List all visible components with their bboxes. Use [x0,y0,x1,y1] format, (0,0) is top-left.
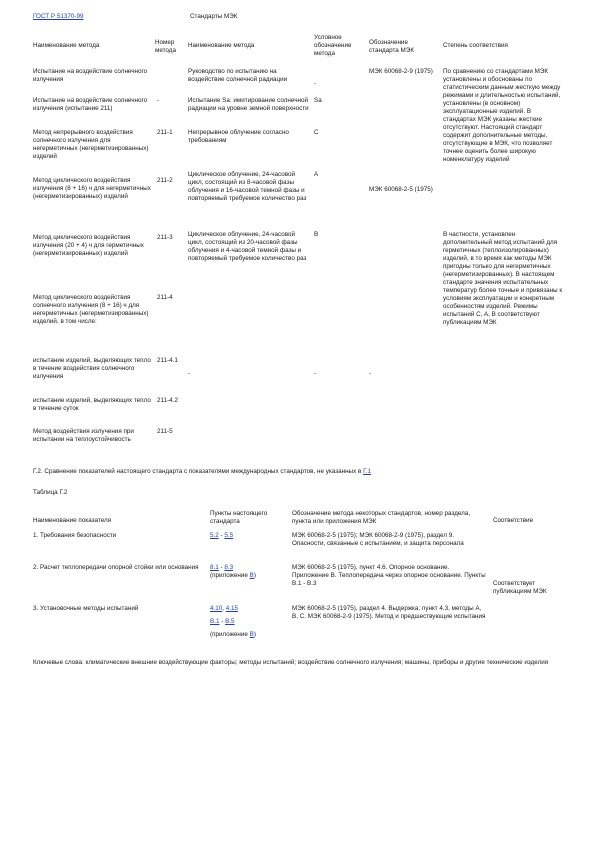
table-caption: Таблица Г.2 [33,489,68,496]
clause-refs [210,564,233,572]
appendix-prefix: (приложение [210,572,250,579]
iec-method-row: Руководство по испытанию на воздействие солнечной радиации [188,68,288,83]
clause-link[interactable]: 8.1 [210,564,219,571]
method-number: 211-5 [157,428,173,435]
clause-link[interactable]: В.1 [210,618,220,625]
method-designation: - [314,80,317,87]
method-row: Метод циклического воздействия солнечного излучения (8 + 16) ч для негерметичных (негерметизированных) изделий, в том числе: [33,294,149,325]
appendix-link[interactable]: В [249,631,254,638]
iec-method-row: Циклическое облучение, 24-часовой цикл, состоящий из 20-часовой фазы облучения и 4-часовой темной фазы и повторяемый требуемое количество раз [188,231,307,262]
iec-method-row: - [188,370,191,377]
clause-link[interactable]: 8.3 [224,564,234,571]
clause-refs [210,605,238,613]
iec-method-row: Циклическое облучение, 24-часовой цикл, состоящий из 8-часовой фазы облучения и 16-часовой темной фазы и повторяемый требуемое количество раз [188,171,307,202]
clause-refs [210,532,233,540]
method-designation: - [314,370,317,377]
clause-link[interactable]: 5.5 [224,532,234,539]
correspondence-text: В частности, установлен дополнительный метод испытаний для герметичных (теплоизолированных) изделий, в то время как методы МЭК пригодны только для негерметичных (негерметизированных). В настоящем стандарте значения испытательных температур более точные и привязаны к условиям эксплуатации и конкретным особенностям изделий. Режимы испытаний C, A, B соответствуют публикациям МЭК [443,231,563,326]
appendix-ref [210,631,256,639]
appendix-suffix: ) [253,631,256,638]
clause-link[interactable]: В.5 [225,618,235,625]
section-title: Стандарты МЭК [190,13,238,20]
section-g2-text: Г.2. Сравнение показателей настоящего стандарта с показателями международных стандартов, не указанных в [33,468,364,475]
col-header-designation: Условное обозначение метода [314,34,352,57]
clause-link[interactable]: 4.15 [225,605,239,612]
method-number: 211-4 [157,294,173,301]
link-g1[interactable]: Г.1 [363,468,371,475]
method-number: 211-1 [157,129,173,136]
method-number: 211-3 [157,234,173,241]
method-row: Метод непрерывного воздействия солнечного излучения для негерметичных (негерметизированных) изделий [33,129,149,160]
col-header-method-name: Наименование метода [33,42,100,49]
method-designation: B [314,231,319,238]
separator: - [218,532,225,539]
indicator-row: 2. Расчет теплопередачи опорной стойки или основания [33,564,199,571]
iec-standard: - [369,370,372,377]
appendix-ref [210,572,256,580]
separator: - [218,564,225,571]
section-g2-heading [33,468,371,476]
indicator-row: 3. Установочные методы испытаний [33,605,139,612]
method-row: Метод воздействия излучения при испытании на теплоустойчивость [33,428,134,443]
method-designation: A [314,171,319,178]
method-designation: C [314,129,319,136]
clause-link[interactable]: 4.10 [210,605,223,612]
col-header-iec-standard: Обозначение стандарта МЭК [369,39,414,54]
col-header-clauses: Пункты настоящего стандарта [210,510,268,525]
clause-link[interactable]: 5.2 [210,532,219,539]
designation-row: МЭК 60068-2-5 (1975), раздел 4. Выдержка; пункт 4.3, методы A, B, C. МЭК 60068-2-9 (1975). Метод и предшествующие испытания [292,605,486,620]
keywords: Ключевые слова: климатические внешние воздействующие факторы; методы испытаний; воздействие солнечного излучения; машины, приборы и другие технические изделия [33,659,549,666]
designation-row: МЭК 60068-2-5 (1975), пункт 4.6. Опорное основание. Приложение В. Теплопередача через опорное основание. Пункты В.1 - В.3 [292,564,486,587]
iec-standard: МЭК 60068-2-5 (1975) [369,186,433,193]
col-header-method-no: Номер метода [155,39,176,54]
indicator-row: 1. Требования безопасности [33,532,117,539]
method-row: Испытание на воздействие солнечного излучения (испытание 211) [33,97,148,112]
correspondence-note: Соответствует публикациям МЭК [493,580,547,595]
designation-row: МЭК 60068-2-5 (1975); МЭК 60068-2-9 (1975), раздел 9. Опасности, связанные с испытанием, и защита персонала [292,532,464,547]
method-row: Метод циклического воздействия излучения (8 + 16) ч для негерметичных (негерметизированных) изделий [33,177,151,200]
appendix-prefix: (приложение [210,631,250,638]
method-designation: Sa [314,97,322,104]
method-number: 211-2 [157,177,173,184]
separator: , [222,605,226,612]
document-link[interactable]: ГОСТ Р 51370-99 [33,13,84,20]
iec-method-row: Непрерывное облучение согласно требованиям [188,129,289,144]
method-row: Метод циклического воздействия излучения (20 + 4) ч для герметичных (негерметизированных) изделий [33,234,144,257]
clause-refs [210,618,235,626]
separator: - [219,618,226,625]
col-header-indicator: Наименование показателя [33,517,112,524]
correspondence-text: По сравнению со стандартами МЭК установлены и обоснованы по статистическим данным жесткую между режимами и длительностью испытаний, установлены (в основном) эксплуатационные изделий. В стандартах МЭК указаны жесткие отсутствуют. Настоящий стандарт содержит дополнительные методы, отсутствующие в МЭК, что позволяет точнее оценить более широкую номенклатуру изделий [443,68,561,163]
iec-standard: МЭК 60068-2-9 (1975) [369,68,433,75]
col-header-correspondence: Степень соответствия [443,42,508,49]
method-number: 211-4.2 [157,397,178,404]
method-row: испытание изделий, выделяющих тепло в течение воздействия солнечного излучения [33,357,151,380]
method-row: испытание изделий, выделяющих тепло в течение суток [33,397,151,412]
method-number: - [157,97,160,104]
col-header-correspondence: Соответствие [493,517,534,524]
iec-method-row: Испытание Sa: имитирование солнечной радиации на уровне земной поверхности [188,97,309,112]
col-header-iec-method-name: Наименование метода [188,42,255,49]
method-number: 211-4.1 [157,357,178,364]
col-header-designation: Обозначение метода некоторых стандартов, номер раздела, пункта или приложения МЭК [292,510,471,525]
method-row: Испытание на воздействие солнечного излучения [33,68,148,83]
appendix-suffix: ) [253,572,256,579]
appendix-link[interactable]: В [249,572,254,579]
